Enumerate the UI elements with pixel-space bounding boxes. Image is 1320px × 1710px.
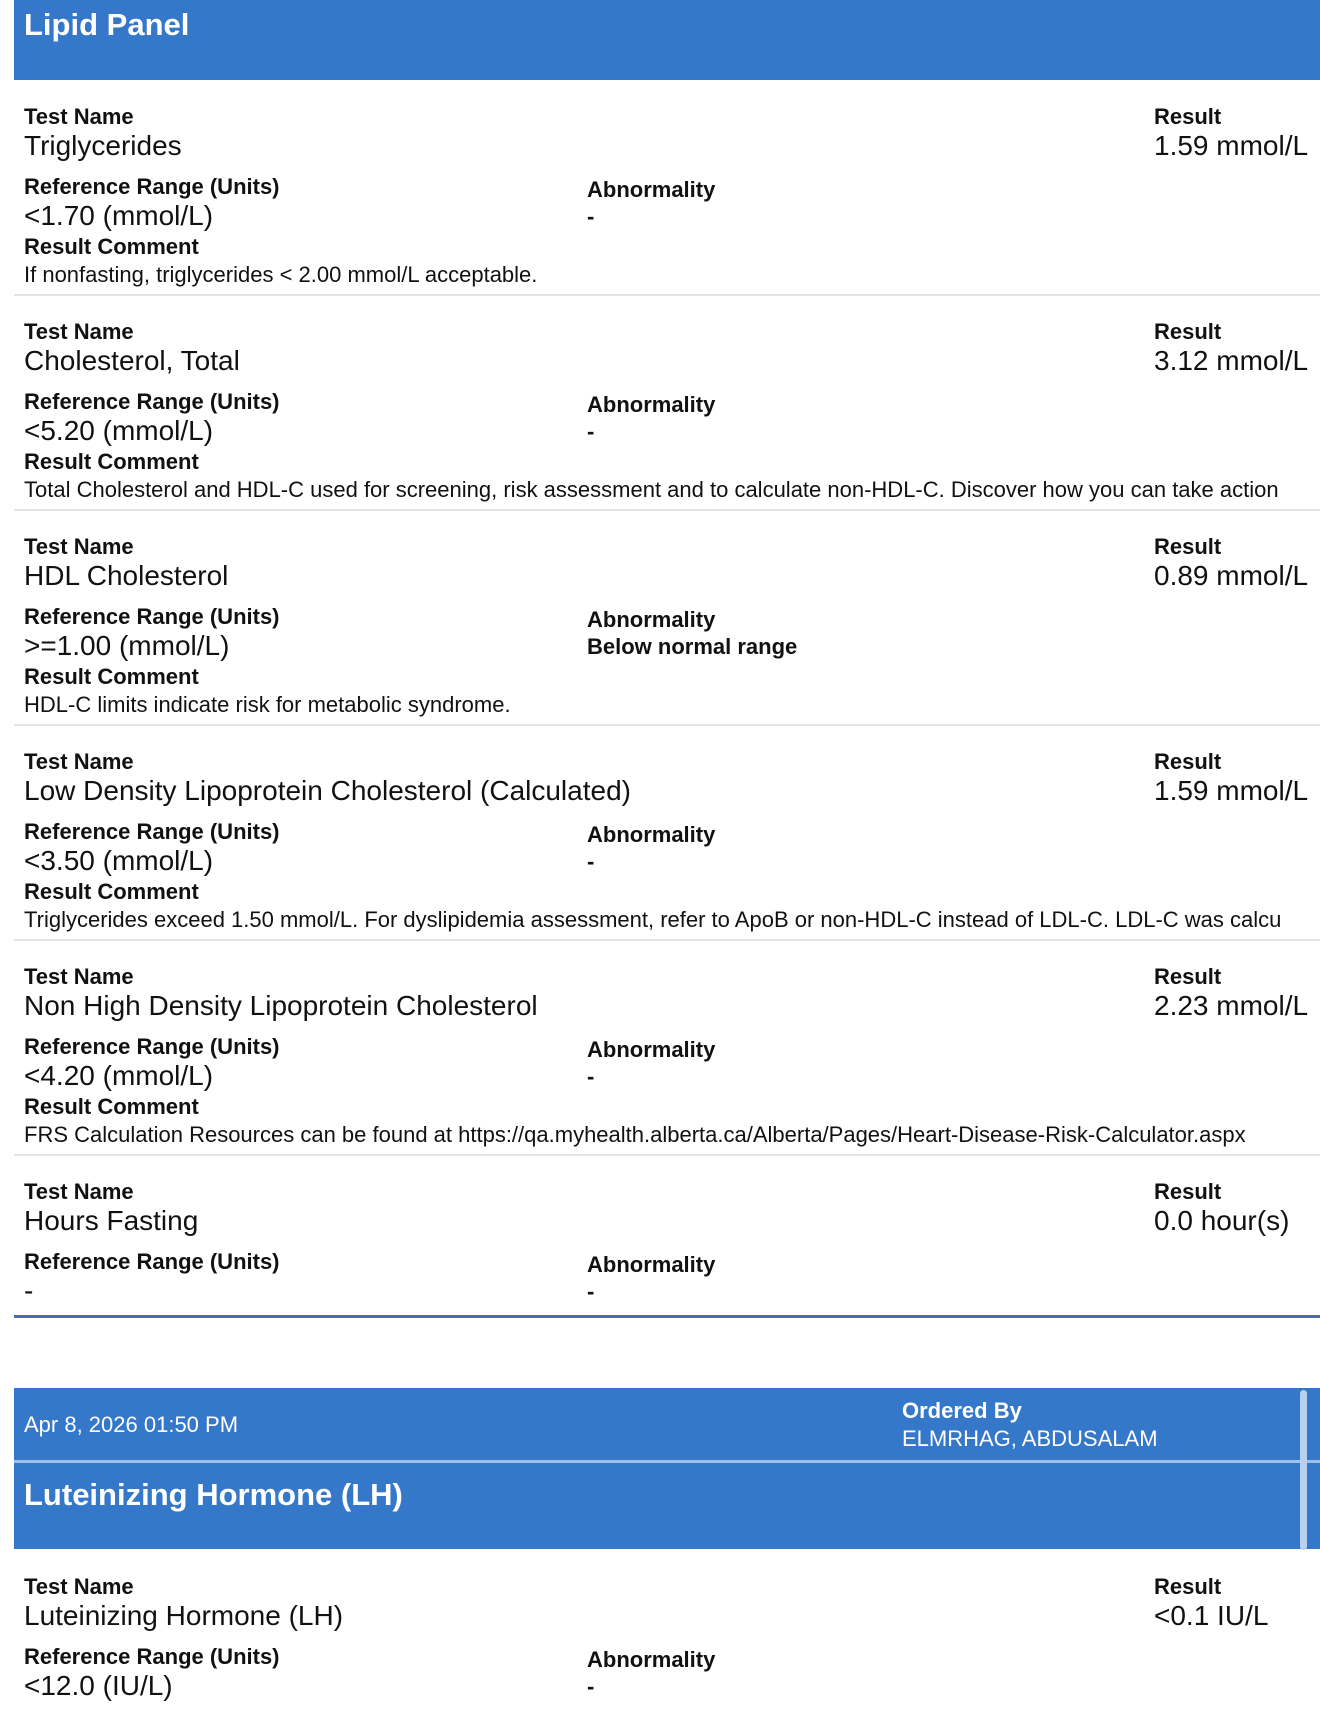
reference-range-value: - (24, 1275, 34, 1306)
test-name: Triglycerides (24, 130, 182, 161)
lh-panel-header (14, 1463, 1320, 1549)
reference-range-label: Reference Range (Units) (24, 1034, 280, 1059)
abnormality-label: Abnormality (587, 1252, 716, 1277)
lipid-panel-header (14, 0, 1320, 80)
panel-title: Luteinizing Hormone (LH) (24, 1477, 403, 1512)
result-value: 1.59 mmol/L (1154, 775, 1309, 806)
reference-range-value: >=1.00 (mmol/L) (24, 630, 230, 661)
scrollbar-thumb[interactable] (1300, 1390, 1307, 1550)
panel-title: Lipid Panel (24, 7, 190, 42)
test-name: Hours Fasting (24, 1205, 199, 1236)
reference-range-value: <4.20 (mmol/L) (24, 1060, 214, 1091)
ordered-by-label: Ordered By (902, 1398, 1022, 1423)
test-name: Cholesterol, Total (24, 345, 240, 376)
abnormality-value: - (587, 204, 595, 229)
abnormality-label: Abnormality (587, 607, 716, 632)
result-value: 0.89 mmol/L (1154, 560, 1309, 591)
result-label: Result (1154, 964, 1222, 989)
abnormality-value: - (587, 1674, 595, 1699)
result-label: Result (1154, 1179, 1222, 1204)
result-value: <0.1 IU/L (1154, 1600, 1269, 1631)
abnormality-label: Abnormality (587, 1037, 716, 1062)
test-name: Non High Density Lipoprotein Cholesterol (24, 990, 538, 1021)
test-name-label: Test Name (24, 104, 134, 129)
abnormality-label: Abnormality (587, 1647, 716, 1672)
test-name: Low Density Lipoprotein Cholesterol (Calculated) (24, 775, 631, 806)
test-name-label: Test Name (24, 964, 134, 989)
test-row-ldl-cholesterol[interactable] (14, 741, 1320, 941)
reference-range-value: <12.0 (IU/L) (24, 1670, 173, 1701)
reference-range-value: <5.20 (mmol/L) (24, 415, 214, 446)
result-value: 3.12 mmol/L (1154, 345, 1309, 376)
result-comment: If nonfasting, triglycerides < 2.00 mmol/L acceptable. (24, 262, 538, 287)
reference-range-value: <3.50 (mmol/L) (24, 845, 214, 876)
order-date: Apr 8, 2026 01:50 PM (24, 1412, 239, 1437)
test-row-non-hdl-cholesterol[interactable] (14, 956, 1320, 1156)
result-label: Result (1154, 1574, 1222, 1599)
result-comment-label: Result Comment (24, 234, 199, 259)
result-comment-label: Result Comment (24, 664, 199, 689)
abnormality-value: Below normal range (587, 634, 798, 659)
result-value: 2.23 mmol/L (1154, 990, 1309, 1021)
test-row-hours-fasting[interactable] (14, 1171, 1320, 1318)
result-label: Result (1154, 319, 1222, 344)
test-row-hdl-cholesterol[interactable] (14, 526, 1320, 726)
result-comment-label: Result Comment (24, 1094, 199, 1119)
result-value: 1.59 mmol/L (1154, 130, 1309, 161)
reference-range-label: Reference Range (Units) (24, 1644, 280, 1669)
result-comment: FRS Calculation Resources can be found at https://qa.myhealth.alberta.ca/Alberta/Pages/Heart-Disease-Risk-Calculator.aspx (24, 1122, 1246, 1147)
result-value: 0.0 hour(s) (1154, 1205, 1290, 1236)
abnormality-value: - (587, 1279, 595, 1304)
reference-range-label: Reference Range (Units) (24, 174, 280, 199)
ordered-by-name: ELMRHAG, ABDUSALAM (902, 1426, 1158, 1451)
result-comment: HDL-C limits indicate risk for metabolic syndrome. (24, 692, 511, 717)
result-comment-label: Result Comment (24, 879, 199, 904)
reference-range-label: Reference Range (Units) (24, 604, 280, 629)
reference-range-label: Reference Range (Units) (24, 1249, 280, 1274)
test-name-label: Test Name (24, 319, 134, 344)
result-label: Result (1154, 104, 1222, 129)
test-name: Luteinizing Hormone (LH) (24, 1600, 344, 1631)
result-label: Result (1154, 749, 1222, 774)
test-row-triglycerides[interactable] (14, 96, 1320, 296)
reference-range-label: Reference Range (Units) (24, 819, 280, 844)
abnormality-value: - (587, 849, 595, 874)
test-row-lh[interactable] (14, 1566, 1320, 1706)
order-header[interactable] (14, 1388, 1320, 1460)
test-name: HDL Cholesterol (24, 560, 229, 591)
result-label: Result (1154, 534, 1222, 559)
abnormality-label: Abnormality (587, 822, 716, 847)
test-name-label: Test Name (24, 534, 134, 559)
test-name-label: Test Name (24, 749, 134, 774)
test-name-label: Test Name (24, 1574, 134, 1599)
result-comment: Total Cholesterol and HDL-C used for screening, risk assessment and to calculate non-HDL-C. Discover how you can take action (24, 477, 1279, 502)
abnormality-value: - (587, 1064, 595, 1089)
abnormality-label: Abnormality (587, 392, 716, 417)
abnormality-value: - (587, 419, 595, 444)
result-comment-label: Result Comment (24, 449, 199, 474)
test-name-label: Test Name (24, 1179, 134, 1204)
result-comment: Triglycerides exceed 1.50 mmol/L. For dyslipidemia assessment, refer to ApoB or non-HDL-C instead of LDL-C. LDL-C was calcu (24, 907, 1282, 932)
test-row-cholesterol-total[interactable] (14, 311, 1320, 511)
reference-range-label: Reference Range (Units) (24, 389, 280, 414)
abnormality-label: Abnormality (587, 177, 716, 202)
reference-range-value: <1.70 (mmol/L) (24, 200, 214, 231)
